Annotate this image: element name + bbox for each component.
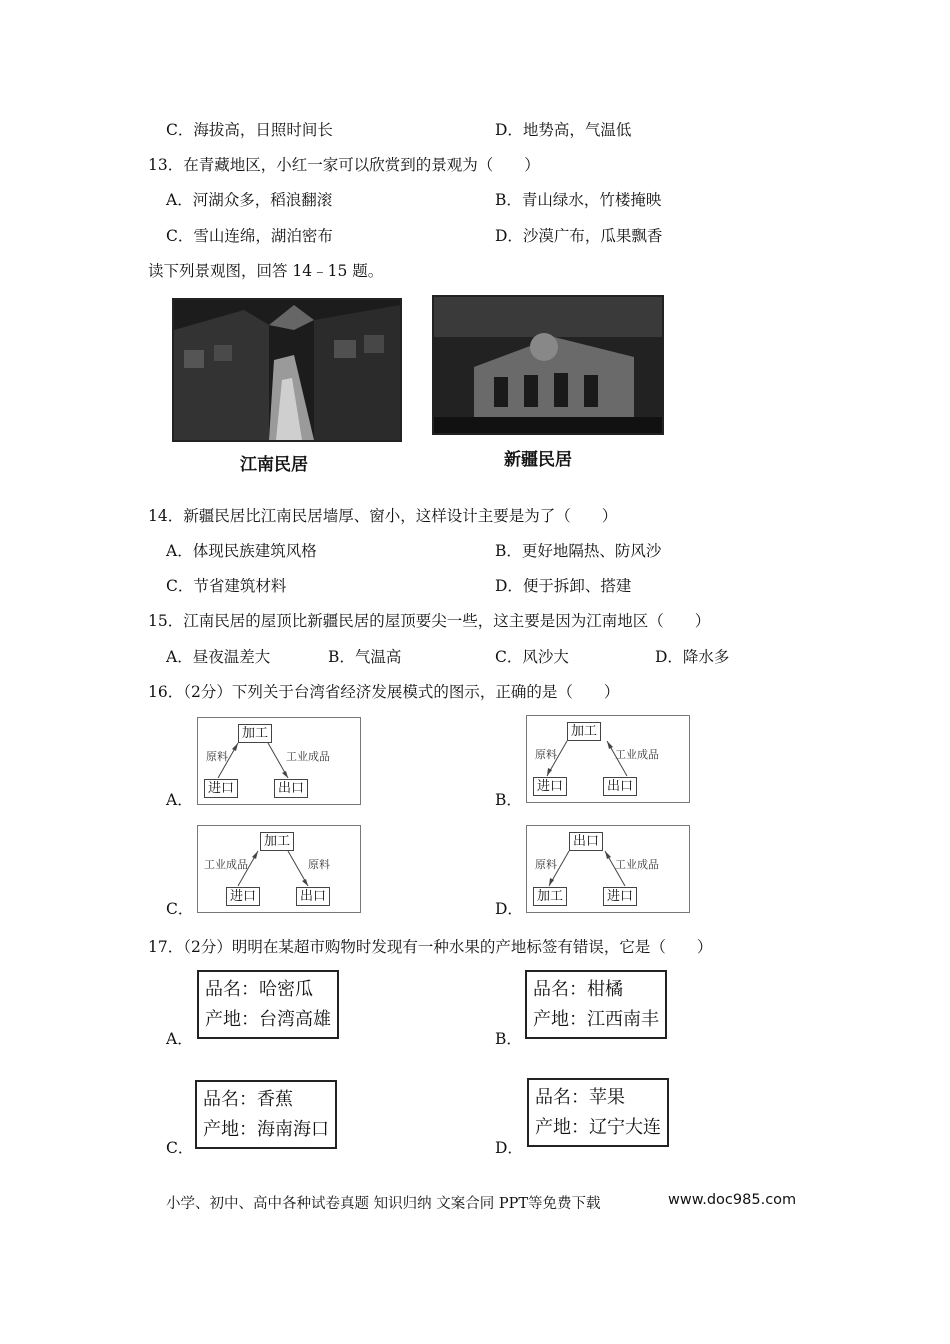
- q17-c-origin: 产地：海南海口: [203, 1119, 329, 1140]
- q15-option-b: B．气温高: [328, 648, 402, 666]
- q17-label-d: [527, 1078, 669, 1147]
- q16-d-top-node: 出口: [569, 832, 603, 851]
- q16-c-top-node: 加工: [260, 832, 294, 851]
- q17-a-origin: 产地：台湾高雄: [205, 1009, 331, 1030]
- q16-d-left-edge-label: 原料: [535, 858, 557, 871]
- q17-option-a-letter: A．: [166, 1030, 193, 1048]
- q12-option-d: D．地势高，气温低: [495, 121, 632, 139]
- q14-stem: 14．新疆民居比江南民居墙厚、窗小，这样设计主要是为了（ ）: [148, 507, 618, 525]
- q16-d-right-node: 进口: [603, 887, 637, 906]
- q16-a-right-edge-label: 工业成品: [286, 750, 330, 763]
- q13-option-d: D．沙漠广布，瓜果飘香: [495, 227, 663, 245]
- q14-option-a: A．体现民族建筑风格: [166, 542, 317, 560]
- q16-option-a-letter: A．: [166, 791, 193, 809]
- q16-c-right-edge-label: 原料: [308, 858, 330, 871]
- q17-label-c: [195, 1080, 337, 1149]
- q16-option-c-letter: C．: [166, 900, 194, 918]
- q17-option-b-letter: B．: [495, 1030, 522, 1048]
- q16-option-b-letter: B．: [495, 791, 522, 809]
- q12-option-c: C．海拔高，日照时间长: [166, 121, 333, 139]
- q14-option-d: D．便于拆卸、搭建: [495, 577, 632, 595]
- q17-option-d-letter: D．: [495, 1139, 523, 1157]
- q14-option-c: C．节省建筑材料: [166, 577, 287, 595]
- q16-d-right-edge-label: 工业成品: [615, 858, 659, 871]
- xinjiang-house-photo: [432, 295, 664, 435]
- q16-option-d-letter: D．: [495, 900, 523, 918]
- footer-url[interactable]: www.doc985.com: [668, 1192, 797, 1208]
- footer-text: 小学、初中、高中各种试卷真题 知识归纳 文案合同 PPT等免费下载: [166, 1196, 601, 1212]
- q16-c-left-edge-label: 工业成品: [204, 858, 248, 871]
- q17-option-c-letter: C．: [166, 1139, 194, 1157]
- jiangnan-house-photo: [172, 298, 402, 442]
- q16-a-top-node: 加工: [238, 724, 272, 743]
- q17-label-b: [525, 970, 667, 1039]
- q16-diagram-d: [526, 825, 690, 913]
- q17-label-a: [197, 970, 339, 1039]
- q16-b-right-edge-label: 工业成品: [615, 748, 659, 761]
- intro-14-15: 读下列景观图，回答 14﹣15 题。: [148, 262, 384, 280]
- q14-option-b: B．更好地隔热、防风沙: [495, 542, 662, 560]
- q16-diagram-b: [526, 715, 690, 803]
- q16-diagram-c: [197, 825, 361, 913]
- xinjiang-house-caption: 新疆民居: [504, 450, 572, 470]
- q16-b-top-node: 加工: [567, 722, 601, 741]
- q15-option-a: A．昼夜温差大: [166, 648, 271, 666]
- q13-option-b: B．青山绿水，竹楼掩映: [495, 191, 662, 209]
- q16-c-right-node: 出口: [296, 887, 330, 906]
- q17-d-origin: 产地：辽宁大连: [535, 1117, 661, 1138]
- q17-c-name: 品名：香蕉: [203, 1089, 293, 1110]
- q16-c-left-node: 进口: [226, 887, 260, 906]
- q17-b-origin: 产地：江西南丰: [533, 1009, 659, 1030]
- q17-stem: 17．（2分）明明在某超市购物时发现有一种水果的产地标签有错误，它是（ ）: [148, 938, 713, 956]
- q13-option-a: A．河湖众多，稻浪翻滚: [166, 191, 333, 209]
- q16-b-left-node: 进口: [533, 777, 567, 796]
- q15-stem: 15．江南民居的屋顶比新疆民居的屋顶要尖一些，这主要是因为江南地区（ ）: [148, 612, 711, 630]
- q16-a-right-node: 出口: [274, 779, 308, 798]
- q15-option-d: D．降水多: [655, 648, 730, 666]
- q17-a-name: 品名：哈密瓜: [205, 979, 313, 1000]
- q13-stem: 13．在青藏地区，小红一家可以欣赏到的景观为（ ）: [148, 156, 540, 174]
- jiangnan-house-caption: 江南民居: [240, 455, 308, 475]
- q13-option-c: C．雪山连绵，湖泊密布: [166, 227, 333, 245]
- q15-option-c: C．风沙大: [495, 648, 569, 666]
- q16-a-left-node: 进口: [204, 779, 238, 798]
- q17-b-name: 品名：柑橘: [533, 979, 623, 1000]
- q16-b-right-node: 出口: [603, 777, 637, 796]
- q16-a-left-edge-label: 原料: [206, 750, 228, 763]
- q16-d-left-node: 加工: [533, 887, 567, 906]
- q16-stem: 16．（2分）下列关于台湾省经济发展模式的图示，正确的是（ ）: [148, 683, 620, 701]
- q16-b-left-edge-label: 原料: [535, 748, 557, 761]
- q17-d-name: 品名：苹果: [535, 1087, 625, 1108]
- q16-diagram-a: [197, 717, 361, 805]
